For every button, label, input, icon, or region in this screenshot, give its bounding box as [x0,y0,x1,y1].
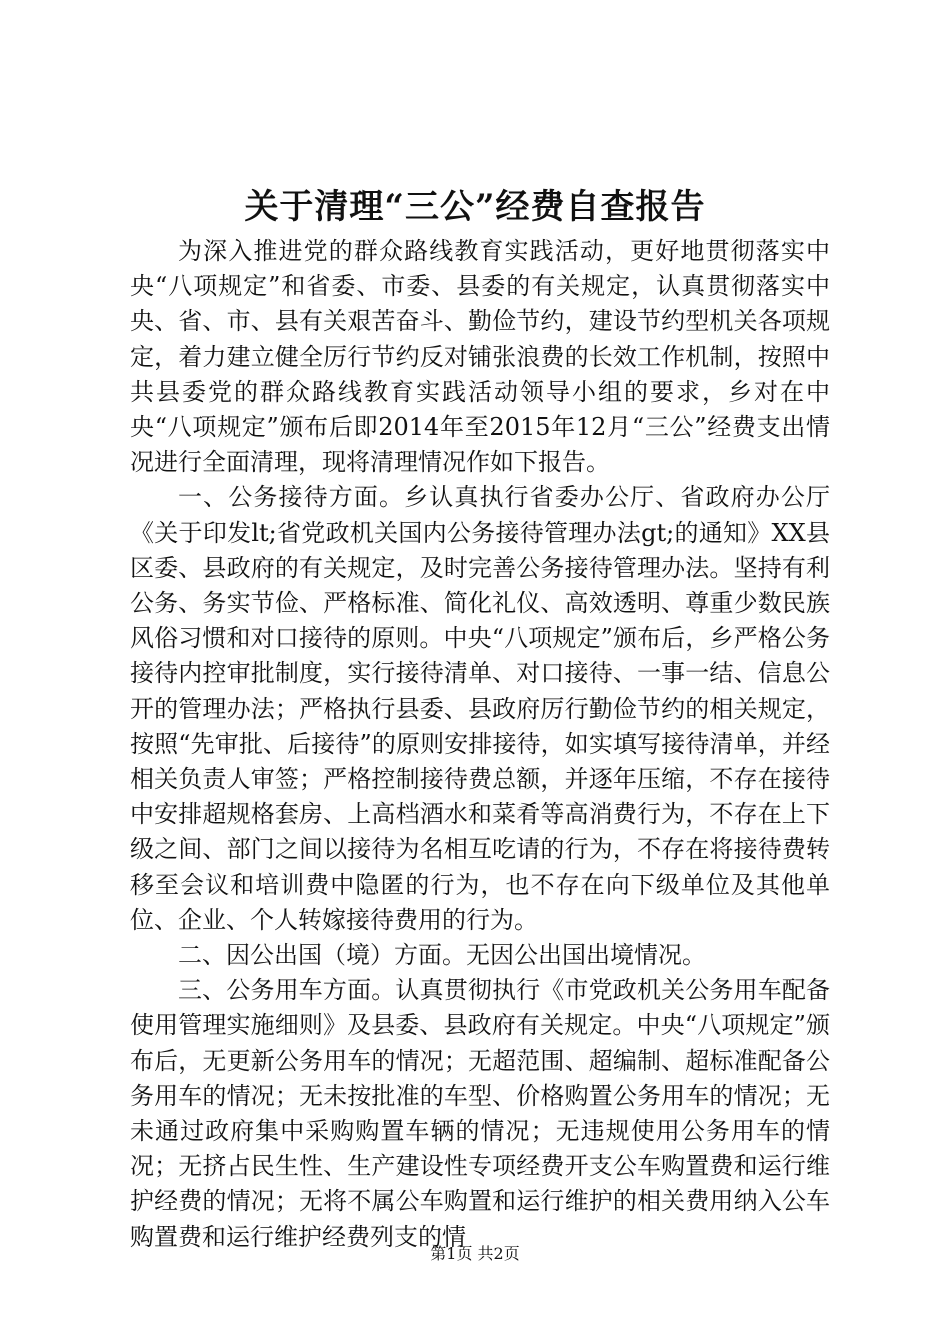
paragraph-vehicles: 三、公务用车方面。认真贯彻执行《市党政机关公务用车配备使用管理实施细则》及县委、县政府有关规定。中央“八项规定”颁布后，无更新公务用车的情况；无超范围、超编制、超标准配备公务用车的情况；无未按批准的车型、价格购置公务用车的情况；无未通过政府集中采购购置车辆的情况；无违规使用公务用车的情况；无挤占民生性、生产建设性专项经费开支公车购置费和运行维护经费的情况；无将不属公车购置和运行维护的相关费用纳入公车购置费和运行维护经费列支的情 [130,976,830,1251]
page-number-footer: 第1页 共2页 [430,1244,520,1263]
document-body [130,234,830,1255]
paragraph-overseas: 二、因公出国（境）方面。无因公出国出境情况。 [178,941,706,970]
paragraph-reception: 一、公务接待方面。乡认真执行省委办公厅、省政府办公厅《关于印发lt;省党政机关国内公务接待管理办法gt;的通知》XX县区委、县政府的有关规定，及时完善公务接待管理办法。坚持有利公务、务实节俭、严格标准、简化礼仪、高效透明、尊重少数民族风俗习惯和对口接待的原则。中央“八项规定”颁布后，乡严格公务接待内控审批制度，实行接待清单、对口接待、一事一结、信息公开的管理办法；严格执行县委、县政府厉行勤俭节约的相关规定，按照“先审批、后接待”的原则安排接待，如实填写接待清单，并经相关负责人审签；严格控制接待费总额，并逐年压缩，不存在接待中安排超规格套房、上高档酒水和菜肴等高消费行为，不存在上下级之间、部门之间以接待为名相互吃请的行为，不存在将接待费转移至会议和培训费中隐匿的行为，也不存在向下级单位及其他单位、企业、个人转嫁接待费用的行为。 [130,483,830,934]
document-title: 关于清理“三公”经费自查报告 [244,187,706,227]
paragraph-intro: 为深入推进党的群众路线教育实践活动，更好地贯彻落实中央“八项规定”和省委、市委、县委的有关规定，认真贯彻落实中央、省、市、县有关艰苦奋斗、勤俭节约，建设节约型机关各项规定，着力建立健全厉行节约反对铺张浪费的长效工作机制，按照中共县委党的群众路线教育实践活动领导小组的要求，乡对在中央“八项规定”颁布后即2014年至2015年12月“三公”经费支出情况进行全面清理，现将清理情况作如下报告。 [130,237,830,477]
